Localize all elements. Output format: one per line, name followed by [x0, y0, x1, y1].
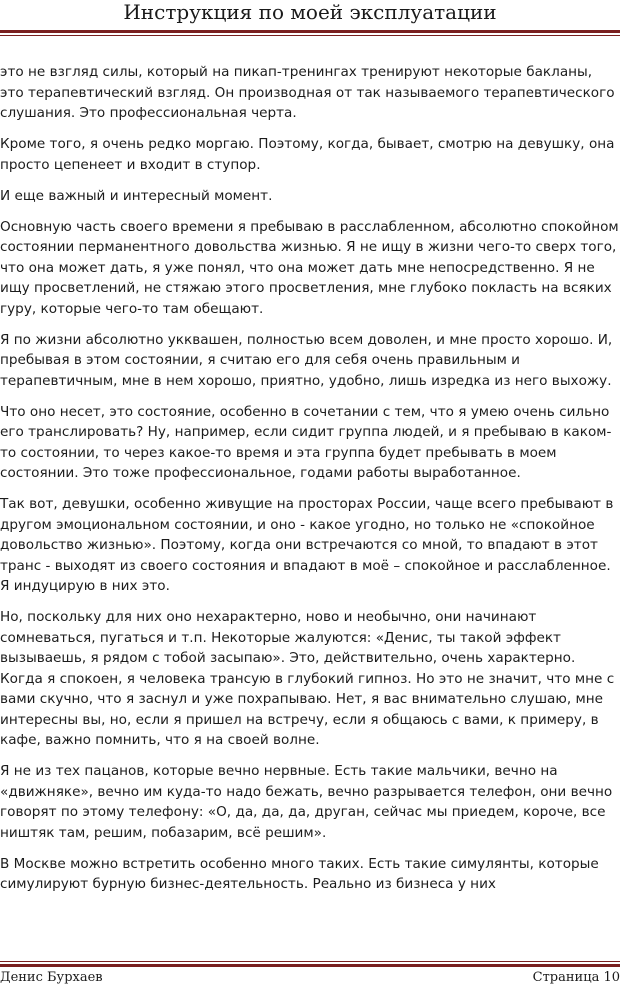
paragraph: Основную часть своего времени я пребываю в расслабленном, абсолютно спокойном состоянии перманентного довольства жизнью. Я не ищу в жизни чего-то сверх того, что она может дать, я уже понял, что она может дать мне непосредственно. Я не ищу просветлений, не стяжаю этого просветления, мне глубоко покласть на всяких гуру, которые чего-то там обещают. — [0, 218, 619, 317]
header-rule-thin — [0, 35, 620, 36]
page-header-title: Инструкция по моей эксплуатации — [123, 0, 497, 24]
paragraph: это не взгляд силы, который на пикап-тренингах тренируют некоторые бакланы, это терапевтический взгляд. Он производная от так называемого терапевтического слушания. Это профессиональная черта. — [0, 64, 615, 121]
paragraph: Я не из тех пацанов, которые вечно нервные. Есть такие мальчики, вечно на «движняке», вечно им куда-то надо бежать, вечно разрывается телефон, они вечно говорят по этому телефону: «О, да, да, да, друган, сейчас мы приедем, короче, все ништяк там, решим, побазарим, всё решим». — [0, 763, 613, 841]
paragraph: И еще важный и интересный момент. — [0, 187, 273, 204]
footer-rule-thin — [0, 961, 620, 962]
footer-rule-thick — [0, 964, 620, 967]
paragraph: Я по жизни абсолютно укквашен, полностью всем доволен, и мне просто хорошо. И, пребывая в этом состоянии, я считаю его для себя очень правильным и терапевтичным, мне в нем хорошо, приятно, удобно, лишь изредка из него выхожу. — [0, 331, 613, 389]
footer-author: Денис Бурхаев — [0, 970, 103, 985]
footer-page-number: Страница 10 — [532, 970, 620, 985]
paragraph: Что оно несет, это состояние, особенно в сочетании с тем, что я умею очень сильно его транслировать? Ну, например, если сидит группа людей, и я пребываю в каком-то состоянии, то через какое-то время и эта группа будет пребывать в моем состоянии. Это тоже профессиональное, годами работы выработанное. — [0, 403, 612, 481]
paragraph: Но, поскольку для них оно нехарактерно, ново и необычно, они начинают сомневаться, пугаться и т.п. Некоторые жалуются: «Денис, ты такой эффект вызываешь, я рядом с тобой засыпаю». Это, действительно, очень характерно. Когда я спокоен, я человека трансую в глубокий гипноз. Но это не значит, что мне с вами скучно, что я заснул и уже похрапываю. Нет, я вас внимательно слушаю, мне интересны вы, но, если я пришел на встречу, если я общаюсь с вами, к примеру, в кафе, важно помнить, что я на своей волне. — [0, 609, 615, 748]
paragraph: Так вот, девушки, особенно живущие на просторах России, чаще всего пребывают в другом эмоциональном состоянии, и оно - какое угодно, но только не «спокойное довольство жизнью». Поэтому, когда они встречаются со мной, то впадают в этот транс - выходят из своего состояния и впадают в моё – спокойное и расслабленное. Я индуцирую в них это. — [0, 496, 614, 594]
header-rule-thick — [0, 30, 620, 33]
paragraph: Кроме того, я очень редко моргаю. Поэтому, когда, бывает, смотрю на девушку, она просто цепенеет и входит в ступор. — [0, 136, 615, 173]
paragraph: В Москве можно встретить особенно много таких. Есть такие симулянты, которые симулируют бурную бизнес-деятельность. Реально из бизнеса у них — [0, 855, 599, 892]
page-body — [0, 62, 620, 905]
